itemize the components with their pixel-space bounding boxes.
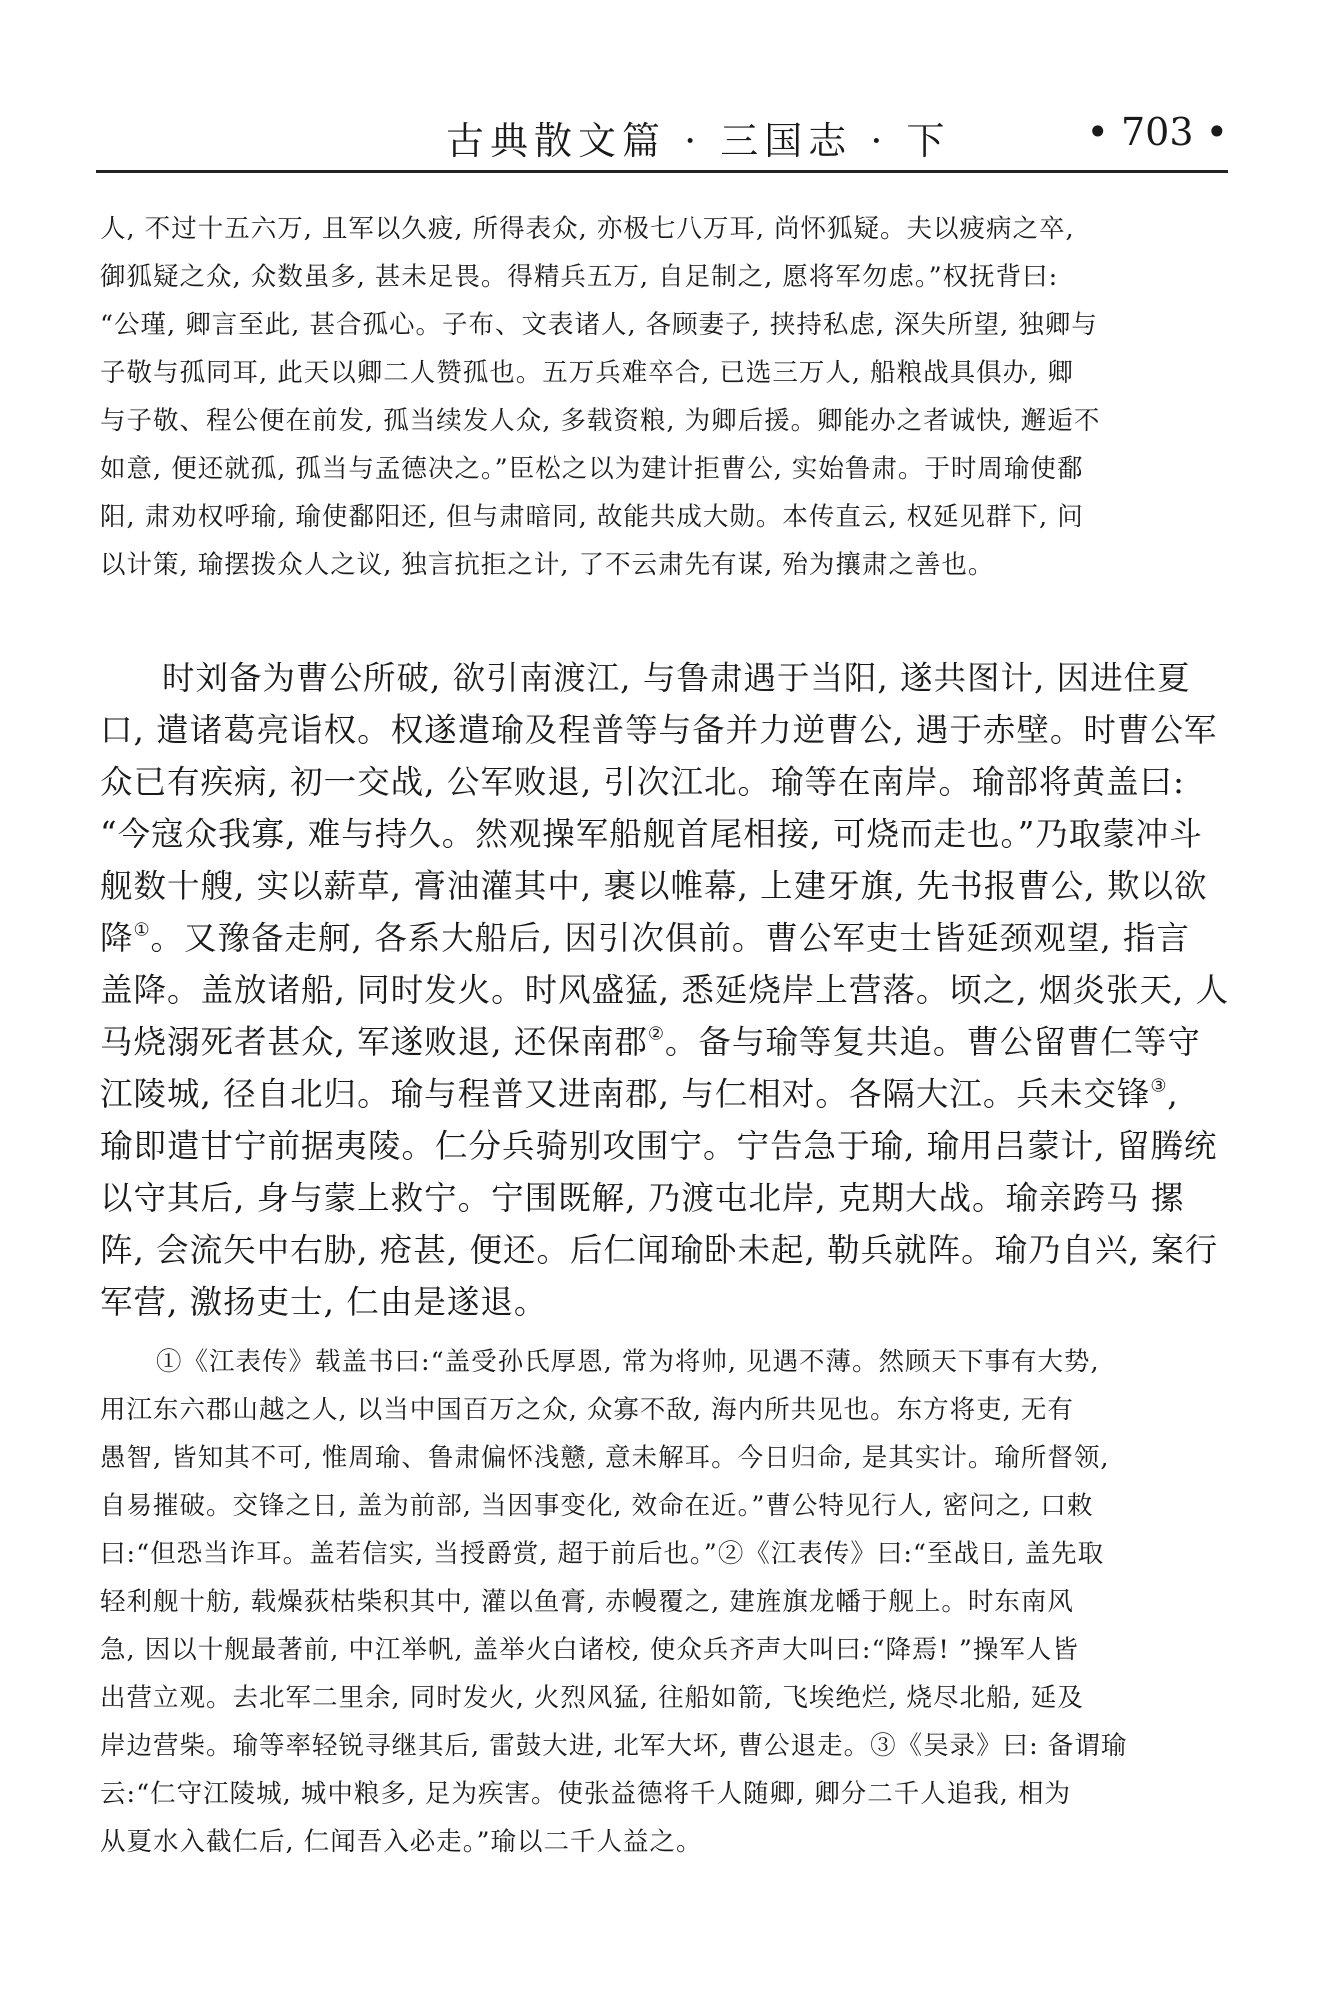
header-rule xyxy=(96,170,1228,173)
text-line: 自易摧破。交锋之日, 盖为前部, 当因事变化, 效命在近。”曹公特见行人, 密问之, 口敕 xyxy=(100,1491,1094,1521)
footnote-marker-2: ② xyxy=(647,1023,665,1045)
text-line: 军营, 激扬吏士, 仁由是遂退。 xyxy=(100,1283,548,1321)
text-segment: 江陵城, 径自北归。瑜与程普又进南郡, 与仁相对。各隔大江。兵未交锋 xyxy=(100,1075,1151,1113)
text-line: 阵, 会流矢中右胁, 疮甚, 便还。后仁闻瑜卧未起, 勒兵就阵。瑜乃自兴, 案行 xyxy=(100,1231,1219,1269)
text-line: 曰:“但恐当诈耳。盖若信实, 当授爵赏, 超于前后也。”②《江表传》曰:“至战日, 盖先取 xyxy=(100,1539,1105,1569)
text-line: 出营立观。去北军二里余, 同时发火, 火烈风猛, 往船如箭, 飞埃绝烂, 烧尽北船, 延及 xyxy=(100,1683,1084,1713)
text-line: 急, 因以十舰最著前, 中江举帆, 盖举火白诸校, 使众兵齐声大叫曰:“降焉! ”操军人皆 xyxy=(100,1635,1079,1665)
page-header xyxy=(96,104,1228,164)
text-line: 以守其后, 身与蒙上救宁。宁围既解, 乃渡屯北岸, 克期大战。瑜亲跨马 摞 xyxy=(100,1179,1185,1217)
text-line: 众已有疾病, 初一交战, 公军败退, 引次江北。瑜等在南岸。瑜部将黄盖曰: xyxy=(100,763,1185,801)
text-line: “公瑾, 卿言至此, 甚合孤心。子布、文表诸人, 各顾妻子, 挟持私虑, 深失所望, 独卿与 xyxy=(100,310,1098,340)
text-line: ①《江表传》载盖书曰:“盖受孙氏厚恩, 常为将帅, 见遇不薄。然顾天下事有大势, xyxy=(156,1347,1100,1377)
footnote-marker-1: ① xyxy=(133,919,151,941)
text-line: 如意, 便还就孤, 孤当与孟德决之。”臣松之以为建计拒曹公, 实始鲁肃。于时周瑜使鄱 xyxy=(100,454,1084,484)
text-segment: 降 xyxy=(100,919,134,957)
text-line: 瑜即遣甘宁前据夷陵。仁分兵骑别攻围宁。宁告急于瑜, 瑜用吕蒙计, 留腾统 xyxy=(100,1127,1218,1165)
text-line: “今寇众我寡, 难与持久。然观操军船舰首尾相接, 可烧而走也。”乃取蒙冲斗 xyxy=(100,815,1203,853)
text-line: 人, 不过十五六万, 且军以久疲, 所得表众, 亦极七八万耳, 尚怀狐疑。夫以疲病之卒, xyxy=(100,214,1075,244)
text-segment: , xyxy=(1167,1075,1179,1113)
text-segment: 。备与瑜等复共追。曹公留曹仁等守 xyxy=(664,1023,1201,1061)
text-line: 御狐疑之众, 众数虽多, 甚未足畏。得精兵五万, 自足制之, 愿将军勿虑。”权抚背曰: xyxy=(100,262,1059,292)
text-line: 口, 遣诸葛亮诣权。权遂遣瑜及程普等与备并力逆曹公, 遇于赤壁。时曹公军 xyxy=(100,711,1218,749)
text-line: 子敬与孤同耳, 此天以卿二人赞孤也。五万兵难卒合, 已选三万人, 船粮战具俱办, 卿 xyxy=(100,358,1074,388)
intro-commentary xyxy=(100,205,1100,589)
text-line: 从夏水入截仁后, 仁闻吾入必走。”瑜以二千人益之。 xyxy=(100,1827,703,1857)
text-line: 与子敬、程公便在前发, 孤当续发人众, 多载资粮, 为卿后援。卿能办之者诚快, 邂逅不 xyxy=(100,406,1101,436)
text-line: 轻利舰十舫, 载燥荻枯柴积其中, 灌以鱼膏, 赤幔覆之, 建旌旗龙幡于舰上。时东南风 xyxy=(100,1587,1074,1617)
footnotes xyxy=(100,1338,1127,1866)
text-line: 舰数十艘, 实以薪草, 膏油灌其中, 裹以帷幕, 上建牙旗, 先书报曹公, 欺以欲 xyxy=(100,867,1208,905)
text-line: 盖降。盖放诸船, 同时发火。时风盛猛, 悉延烧岸上营落。顷之, 烟炎张天, 人 xyxy=(100,971,1230,1009)
text-line: 阳, 肃劝权呼瑜, 瑜使鄱阳还, 但与肃暗同, 故能共成大勋。本传直云, 权延见群下, 问 xyxy=(100,502,1084,532)
page-number: • 703 • xyxy=(1086,110,1228,154)
text-line: 以计策, 瑜摆拨众人之议, 独言抗拒之计, 了不云肃先有谋, 殆为攘肃之善也。 xyxy=(100,550,995,580)
text-line: 时刘备为曹公所破, 欲引南渡江, 与鲁肃遇于当阳, 遂共图计, 因进住夏 xyxy=(162,659,1191,697)
text-segment: 马烧溺死者甚众, 军遂败退, 还保南郡 xyxy=(100,1023,648,1061)
main-text xyxy=(100,652,1229,1328)
text-line: 愚智, 皆知其不可, 惟周瑜、鲁肃偏怀浅戆, 意未解耳。今日归命, 是其实计。瑜所督领, xyxy=(100,1443,1110,1473)
footnote-marker-3: ③ xyxy=(1150,1075,1168,1097)
text-line: 云:“仁守江陵城, 城中粮多, 足为疾害。使张益德将千人随卿, 卿分二千人追我, 相为 xyxy=(100,1779,1071,1809)
text-line xyxy=(100,1068,1229,1120)
text-line xyxy=(100,1016,1229,1068)
text-line: 岸边营柴。瑜等率轻锐寻继其后, 雷鼓大进, 北军大坏, 曹公退走。③《吴录》曰: 备谓瑜 xyxy=(100,1731,1128,1761)
running-title: 古典散文篇 · 三国志 · 下 xyxy=(446,119,951,163)
text-segment: 。又豫备走舸, 各系大船后, 因引次俱前。曹公军吏士皆延颈观望, 指言 xyxy=(150,919,1191,957)
text-line xyxy=(100,912,1229,964)
text-line: 用江东六郡山越之人, 以当中国百万之众, 众寡不敌, 海内所共见也。东方将吏, 无有 xyxy=(100,1395,1074,1425)
